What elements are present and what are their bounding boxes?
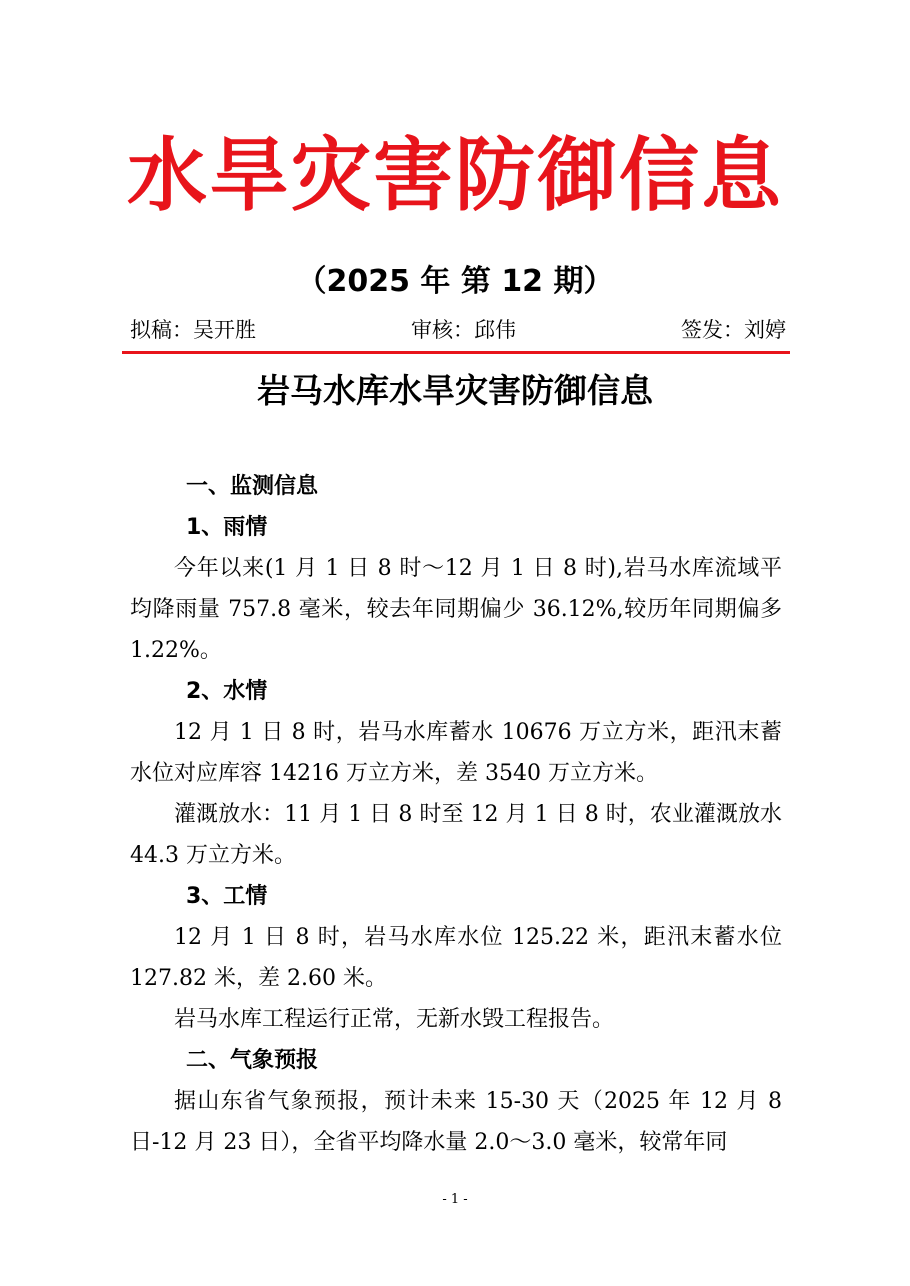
reviewer: 审核：邱伟 xyxy=(411,318,516,342)
subheading-water: 2、水情 xyxy=(186,679,268,704)
issuer: 签发：刘婷 xyxy=(681,318,786,342)
subheading-works: 3、工情 xyxy=(186,884,268,909)
section-heading-forecast: 二、气象预报 xyxy=(186,1048,319,1073)
paragraph-operation: 岩马水库工程运行正常，无新水毁工程报告。 xyxy=(174,1007,615,1032)
section-heading-monitoring: 一、监测信息 xyxy=(186,474,319,499)
document-title: 岩马水库水旱灾害防御信息 xyxy=(257,371,653,410)
red-divider xyxy=(122,351,790,354)
masthead-title: 水旱灾害防御信息 xyxy=(127,129,783,222)
paragraph-irrigation: 灌溉放水：11 月 1 日 8 时至 12 月 1 日 8 时，农业灌溉放水 44.3 万立方米。 xyxy=(130,802,782,868)
staff-line xyxy=(126,314,790,346)
paragraph-water-storage: 12 月 1 日 8 时，岩马水库蓄水 10676 万立方米，距汛末蓄水位对应库容 14216 万立方米，差 3540 万立方米。 xyxy=(130,720,782,786)
document-body xyxy=(130,466,782,1163)
subheading-rain: 1、雨情 xyxy=(186,515,268,540)
paragraph-water-level: 12 月 1 日 8 时，岩马水库水位 125.22 米，距汛末蓄水位 127.82 米，差 2.60 米。 xyxy=(130,925,782,991)
issue-number: （2025 年 第 12 期） xyxy=(296,264,614,299)
drafter: 拟稿：吴开胜 xyxy=(130,318,256,342)
paragraph-forecast: 据山东省气象预报，预计未来 15-30 天（2025 年 12 月 8 日-12 月 23 日），全省平均降水量 2.0～3.0 毫米，较常年同 xyxy=(130,1089,782,1155)
paragraph-rain: 今年以来(1 月 1 日 8 时～12 月 1 日 8 时),岩马水库流域平均降雨量 757.8 毫米，较去年同期偏少 36.12%,较历年同期偏多 1.22%。 xyxy=(130,556,782,663)
page-number: - 1 - xyxy=(442,1192,468,1207)
